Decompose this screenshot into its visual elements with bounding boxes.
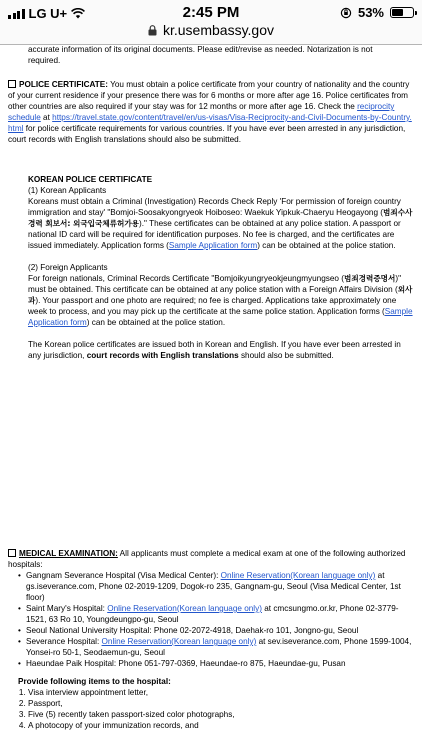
carrier-label: LG U+	[28, 6, 68, 21]
police-closing-text: The Korean police certificates are issued both in Korean and English. If you have ever been arrested in any jurisdiction, court records with English translations should also be submitted.	[28, 340, 401, 360]
korean-applicants-text: Koreans must obtain a Criminal (Investigation) Records Check Reply 'For permission of foreign country immigration and stay' "Bomjoi-Soosakyongryeok Hoiboseo: Waekuk Yipkuk-Chaeryu Heogayong (범죄수사경력 회보서: 외국입국체류허가용)." These certificates can be obtained at any police station. A passport or national ID card will be required for identification purposes. No fee is charged, and the certificates are issued immediately. Application forms (Sample Application form) can be obtained at the police station.	[28, 197, 413, 250]
lock-icon	[148, 25, 157, 36]
required-item: 2. Passport,	[28, 698, 416, 709]
medical-checkbox[interactable]	[8, 549, 16, 557]
reciprocity-schedule-link[interactable]: reciprocity schedule	[8, 102, 395, 122]
hospital-item: • Gangnam Severance Hospital (Visa Medical Center): Online Reservation(Korean language only) at gs.iseverance.com, Phone 02-2019-1209, Dogok-ro 235, Gangnam-gu, Seoul (Visa Medical Center, 1st floor)	[18, 570, 416, 603]
reciprocity-url-link[interactable]: https://travel.state.gov/content/travel/en/us-visas/Visa-Reciprocity-and-Civil-Documents-by-Country.html	[8, 113, 412, 133]
rotation-lock-icon	[340, 7, 352, 19]
foreign-sample-form-link[interactable]: Sample Application form	[28, 307, 413, 327]
hospital-item: • Haeundae Paik Hospital: Phone 051-797-0369, Haeundae-ro 875, Haeundae-gu, Pusan	[18, 658, 416, 669]
hospital-list	[8, 570, 416, 669]
medical-heading: MEDICAL EXAMINATION:	[19, 549, 118, 558]
police-paragraph-part: at	[40, 113, 53, 122]
korean-applicants-title: (1) Korean Applicants	[28, 186, 107, 195]
police-certificate-section	[8, 79, 416, 145]
url-text[interactable]: kr.usembassy.gov	[162, 22, 274, 38]
police-checkbox[interactable]	[8, 80, 16, 88]
battery-group	[340, 5, 414, 20]
police-paragraph-part: You must obtain a police certificate from your country of nationality and the country of your current residence if your presence there was for 6 months or more after age 16. Police certificates from other countries are also required if your stay was for 12 months or more after age 16. Check the	[8, 80, 410, 111]
online-reservation-link[interactable]: Online Reservation(Korean language only)	[220, 571, 376, 580]
hospital-item: • Seoul National University Hospital: Phone 02-2072-4918, Daehak-ro 101, Jongno-gu, Seoul	[18, 625, 416, 636]
previous-section-fragment	[8, 44, 416, 66]
korean-police-certificate	[8, 174, 416, 361]
korean-sample-form-link[interactable]: Sample Application form	[168, 241, 258, 250]
required-item: 3. Five (5) recently taken passport-sized color photographs,	[28, 709, 416, 720]
battery-percent: 53%	[357, 5, 384, 20]
address-bar[interactable]	[0, 22, 422, 38]
required-item: 1. Visa interview appointment letter,	[28, 687, 416, 698]
medical-intro: All applicants must complete a medical exam at one of the following authorized hospitals:	[8, 549, 406, 569]
online-reservation-link[interactable]: Online Reservation(Korean language only)	[101, 637, 257, 646]
police-heading: POLICE CERTIFICATE:	[19, 80, 108, 89]
battery-icon	[390, 7, 414, 18]
items-list	[8, 687, 416, 731]
online-reservation-link[interactable]: Online Reservation(Korean language only)	[107, 604, 262, 613]
items-heading: Provide following items to the hospital:	[18, 677, 171, 686]
fragment-line-1: accurate information of its original documents. Please edit/revise as needed. Notarization is not	[28, 45, 373, 54]
fragment-line-2: required.	[28, 56, 61, 65]
medical-examination-section	[8, 548, 416, 731]
status-bar	[0, 0, 422, 44]
clock: 2:45 PM	[182, 4, 240, 21]
police-paragraph-part: for police certificate requirements for various countries. If you have ever been arrested in any jurisdiction, court records with English translations should also be submitted.	[8, 124, 406, 144]
hospital-item: • Severance Hospital: Online Reservation(Korean language only) at sev.iseverance.com, Phone 1599-1004, Yonsei-ro 50-1, Seodaemun-gu, Seoul	[18, 636, 416, 658]
page-content	[0, 40, 422, 750]
hospital-item: • Saint Mary's Hospital: Online Reservation(Korean language only) at cmcsungmo.or.kr, Phone 02-3779-1521, 63 Ro 10, Youngdeungpo-gu, Seoul	[18, 603, 416, 625]
required-item: 4. A photocopy of your immunization records, and	[28, 720, 416, 731]
foreign-applicants-title: (2) Foreign Applicants	[28, 263, 108, 272]
foreign-applicants-text: For foreign nationals, Criminal Records Certificate "Bomjoikyungryeokjeungmyungseo (범죄경력증명서)" must be obtained. This certificate can be obtained at any police station with a Foreign Affairs Division (외사과). Your passport and one photo are required; no fee is charged. Applications take approximately one week to process, and you may pick up the certificate at the same police station. Application forms (Sample Application form) can be obtained at the police station.	[28, 274, 413, 327]
korean-heading: KOREAN POLICE CERTIFICATE	[28, 175, 153, 184]
